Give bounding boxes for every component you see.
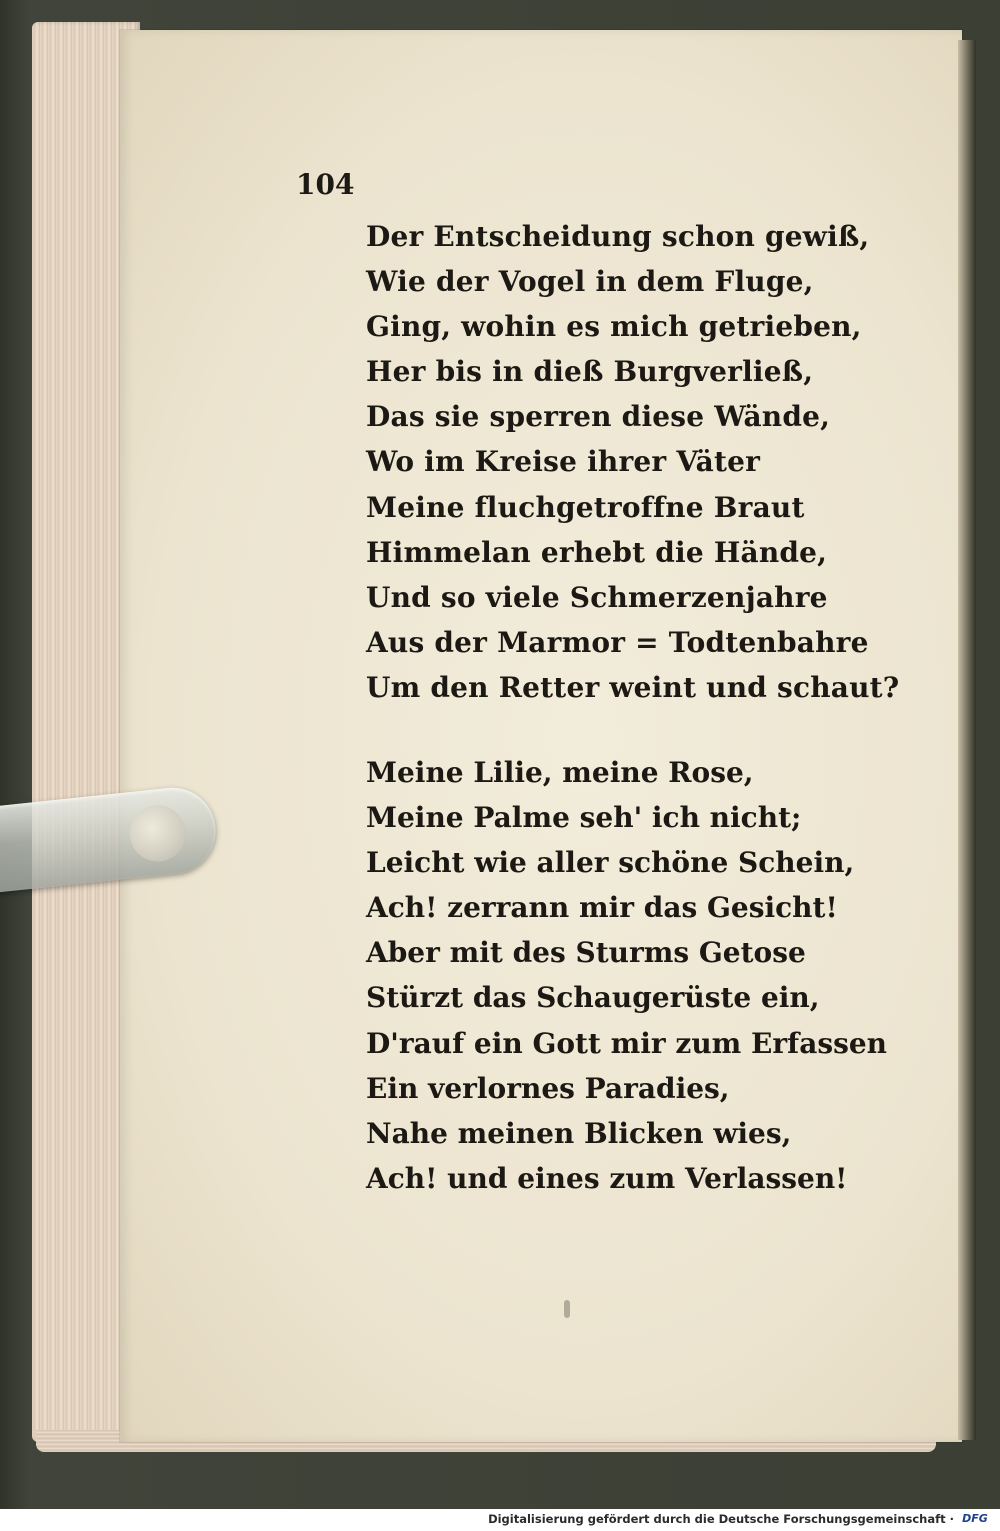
verse-line: Leicht wie aller schöne Schein,: [366, 846, 855, 880]
verse-line: Ging, wohin es mich getrieben,: [366, 310, 862, 344]
verse-line: Um den Retter weint und schaut?: [366, 670, 900, 704]
book-gutter: [958, 40, 976, 1440]
verse-line: Nahe meinen Blicken wies,: [366, 1116, 792, 1150]
page-mark: [564, 1300, 570, 1318]
verse-line: Meine Palme seh' ich nicht;: [366, 801, 802, 835]
verse-line: Aus der Marmor = Todtenbahre: [366, 625, 869, 659]
verse-line: Der Entscheidung schon gewiß,: [366, 220, 870, 253]
verse-line: Das sie sperren diese Wände,: [366, 400, 831, 434]
clip-arm: [0, 784, 220, 894]
verse-line: Stürzt das Schaugerüste ein,: [366, 981, 820, 1015]
verse-line: D'rauf ein Gott mir zum Erfassen: [366, 1026, 888, 1060]
verse-line: Und so viele Schmerzenjahre: [366, 580, 828, 614]
verse-line: Ach! und eines zum Verlassen!: [366, 1161, 848, 1195]
verse-line: Ach! zerrann mir das Gesicht!: [366, 891, 838, 925]
verse-line: Meine Lilie, meine Rose,: [366, 756, 754, 789]
stanza-2: [366, 750, 906, 1201]
page-number: 104: [296, 168, 355, 201]
verse-line: Himmelan erhebt die Hände,: [366, 535, 828, 569]
verse-line: Meine fluchgetroffne Braut: [366, 490, 805, 524]
verse-line: Ein verlornes Paradies,: [366, 1071, 730, 1105]
funding-credit: Digitalisierung gefördert durch die Deutsche Forschungsgemeinschaft ·: [488, 1512, 954, 1526]
dfg-logo: DFG: [962, 1512, 988, 1525]
verse-line: Her bis in dieß Burgverließ,: [366, 355, 814, 389]
verse-line: Aber mit des Sturms Getose: [366, 936, 806, 970]
verse-line: Wie der Vogel in dem Fluge,: [366, 265, 814, 299]
stanza-1: [366, 214, 900, 710]
verse-line: Wo im Kreise ihrer Väter: [366, 445, 761, 479]
